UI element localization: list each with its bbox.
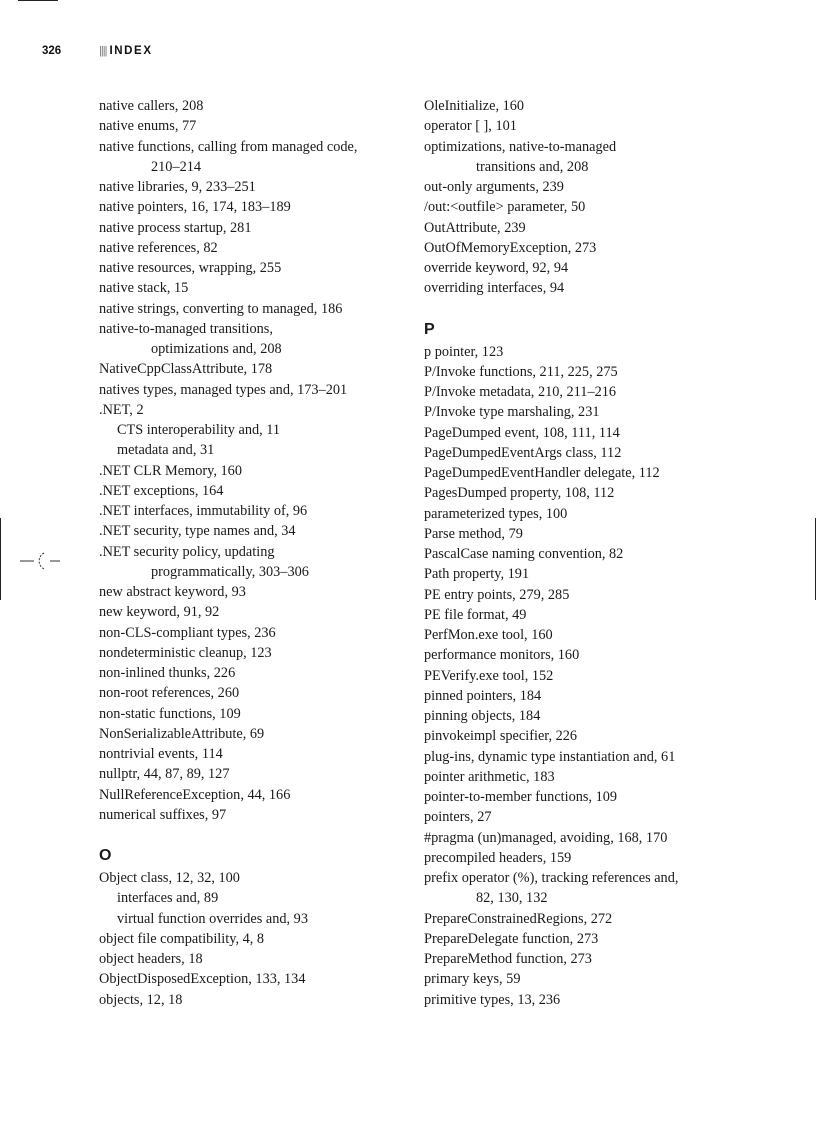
index-entry: nondeterministic cleanup, 123: [99, 644, 272, 661]
index-entry: .NET security policy, updating: [99, 543, 275, 560]
index-entry: PEVerify.exe tool, 152: [424, 667, 554, 684]
index-entry: PrepareMethod function, 273: [424, 951, 592, 967]
index-entry: object file compatibility, 4, 8: [99, 930, 265, 947]
index-entry: P/Invoke functions, 211, 225, 275: [424, 363, 618, 380]
index-subentry: CTS interoperability and, 11: [117, 422, 281, 438]
crop-mark-top: [18, 0, 58, 3]
index-entry: native pointers, 16, 174, 183–189: [99, 199, 291, 216]
index-entry: nullptr, 44, 87, 89, 127: [99, 766, 230, 783]
index-entry: prefix operator (%), tracking references and,: [424, 870, 679, 886]
index-entry: non-static functions, 109: [99, 705, 241, 722]
index-entry-continuation: transitions and, 208: [476, 158, 589, 175]
section-gap: [424, 299, 744, 320]
index-entry: PagesDumped property, 108, 112: [424, 485, 615, 502]
binding-line-left: [0, 518, 1, 600]
index-entry: PE entry points, 279, 285: [424, 586, 570, 603]
index-subentry: metadata and, 31: [117, 442, 215, 459]
index-entry: plug-ins, dynamic type instantiation and, 61: [424, 748, 676, 765]
index-entry: non-CLS-compliant types, 236: [99, 624, 276, 641]
index-entry: native references, 82: [99, 239, 218, 256]
index-entry: NativeCppClassAttribute, 178: [99, 361, 273, 378]
index-entry: operator [ ], 101: [424, 118, 517, 135]
index-entry: pointer-to-member functions, 109: [424, 789, 618, 805]
index-entry: PageDumpedEventHandler delegate, 112: [424, 465, 660, 481]
index-subentry: interfaces and, 89: [117, 890, 219, 907]
index-entry: precompiled headers, 159: [424, 849, 572, 866]
index-column-right: [424, 96, 744, 1010]
index-entry: PageDumped event, 108, 111, 114: [424, 424, 620, 441]
index-entry: PE file format, 49: [424, 606, 527, 623]
index-entry: .NET CLR Memory, 160: [99, 462, 242, 479]
index-column-left: [99, 96, 409, 1010]
index-entry: Path property, 191: [424, 566, 530, 583]
index-entry: OutOfMemoryException, 273: [424, 239, 597, 256]
index-entry: override keyword, 92, 94: [424, 260, 569, 276]
index-entry: non-inlined thunks, 226: [99, 665, 236, 681]
index-entry: pinvokeimpl specifier, 226: [424, 728, 578, 745]
index-entry: natives types, managed types and, 173–201: [99, 381, 348, 398]
index-entry: PageDumpedEventArgs class, 112: [424, 444, 622, 461]
index-entry: Object class, 12, 32, 100: [99, 870, 240, 886]
index-entry: NonSerializableAttribute, 69: [99, 725, 265, 742]
index-entry: objects, 12, 18: [99, 991, 183, 1008]
index-entry-continuation: 210–214: [151, 158, 202, 175]
index-entry: pinned pointers, 184: [424, 687, 542, 704]
index-entry: native functions, calling from managed code,: [99, 138, 358, 155]
index-entry: new keyword, 91, 92: [99, 604, 220, 621]
index-entry: /out:<outfile> parameter, 50: [424, 199, 586, 216]
index-entry: NullReferenceException, 44, 166: [99, 786, 291, 803]
index-entry: .NET security, type names and, 34: [99, 523, 296, 540]
index-entry: pointer arithmetic, 183: [424, 768, 555, 785]
index-entry: native callers, 208: [99, 98, 204, 114]
section-gap: [99, 825, 409, 846]
index-entry: pinning objects, 184: [424, 708, 541, 724]
index-letter-heading: O: [99, 847, 112, 864]
index-entry: OleInitialize, 160: [424, 98, 525, 114]
index-entry-continuation: optimizations and, 208: [151, 341, 282, 357]
index-entry: native strings, converting to managed, 186: [99, 300, 343, 317]
index-entry: .NET interfaces, immutability of, 96: [99, 503, 308, 519]
index-entry: new abstract keyword, 93: [99, 584, 246, 600]
index-entry: pointers, 27: [424, 809, 492, 826]
index-entry: PerfMon.exe tool, 160: [424, 627, 553, 643]
index-entry: primitive types, 13, 236: [424, 991, 561, 1008]
index-subentry: virtual function overrides and, 93: [117, 910, 308, 927]
index-entry: numerical suffixes, 97: [99, 806, 227, 823]
index-entry: non-root references, 260: [99, 685, 240, 702]
index-entry: performance monitors, 160: [424, 647, 580, 664]
index-entry: #pragma (un)managed, avoiding, 168, 170: [424, 829, 668, 846]
page-number: 326: [42, 45, 62, 57]
index-entry: optimizations, native-to-managed: [424, 138, 617, 155]
index-entry: parameterized types, 100: [424, 505, 568, 522]
index-letter-heading: P: [424, 320, 435, 338]
registration-mark: [20, 548, 60, 574]
index-entry: P/Invoke metadata, 210, 211–216: [424, 384, 617, 400]
index-entry: PascalCase naming convention, 82: [424, 546, 624, 562]
index-entry: native libraries, 9, 233–251: [99, 179, 256, 195]
index-entry: object headers, 18: [99, 951, 203, 967]
header-ornament: ||||: [99, 45, 107, 57]
index-entry: PrepareConstrainedRegions, 272: [424, 910, 613, 927]
index-entry: .NET, 2: [99, 401, 144, 418]
index-entry: .NET exceptions, 164: [99, 482, 224, 499]
index-entry: overriding interfaces, 94: [424, 280, 565, 297]
index-entry: nontrivial events, 114: [99, 746, 223, 762]
index-entry: out-only arguments, 239: [424, 179, 564, 195]
index-entry: P/Invoke type marshaling, 231: [424, 404, 600, 421]
index-entry-continuation: programmatically, 303–306: [151, 563, 309, 580]
running-header: [42, 44, 153, 58]
index-entry: OutAttribute, 239: [424, 219, 526, 236]
index-entry: native stack, 15: [99, 280, 189, 297]
index-entry: native process startup, 281: [99, 219, 252, 236]
index-entry: p pointer, 123: [424, 343, 504, 360]
index-entry: native-to-managed transitions,: [99, 320, 273, 337]
section-title: INDEX: [109, 45, 153, 57]
index-entry: PrepareDelegate function, 273: [424, 930, 599, 947]
index-entry: native enums, 77: [99, 118, 197, 135]
index-entry: ObjectDisposedException, 133, 134: [99, 971, 306, 988]
index-entry: native resources, wrapping, 255: [99, 260, 282, 276]
index-entry: primary keys, 59: [424, 971, 521, 988]
index-entry-continuation: 82, 130, 132: [476, 890, 548, 907]
index-entry: Parse method, 79: [424, 525, 523, 542]
